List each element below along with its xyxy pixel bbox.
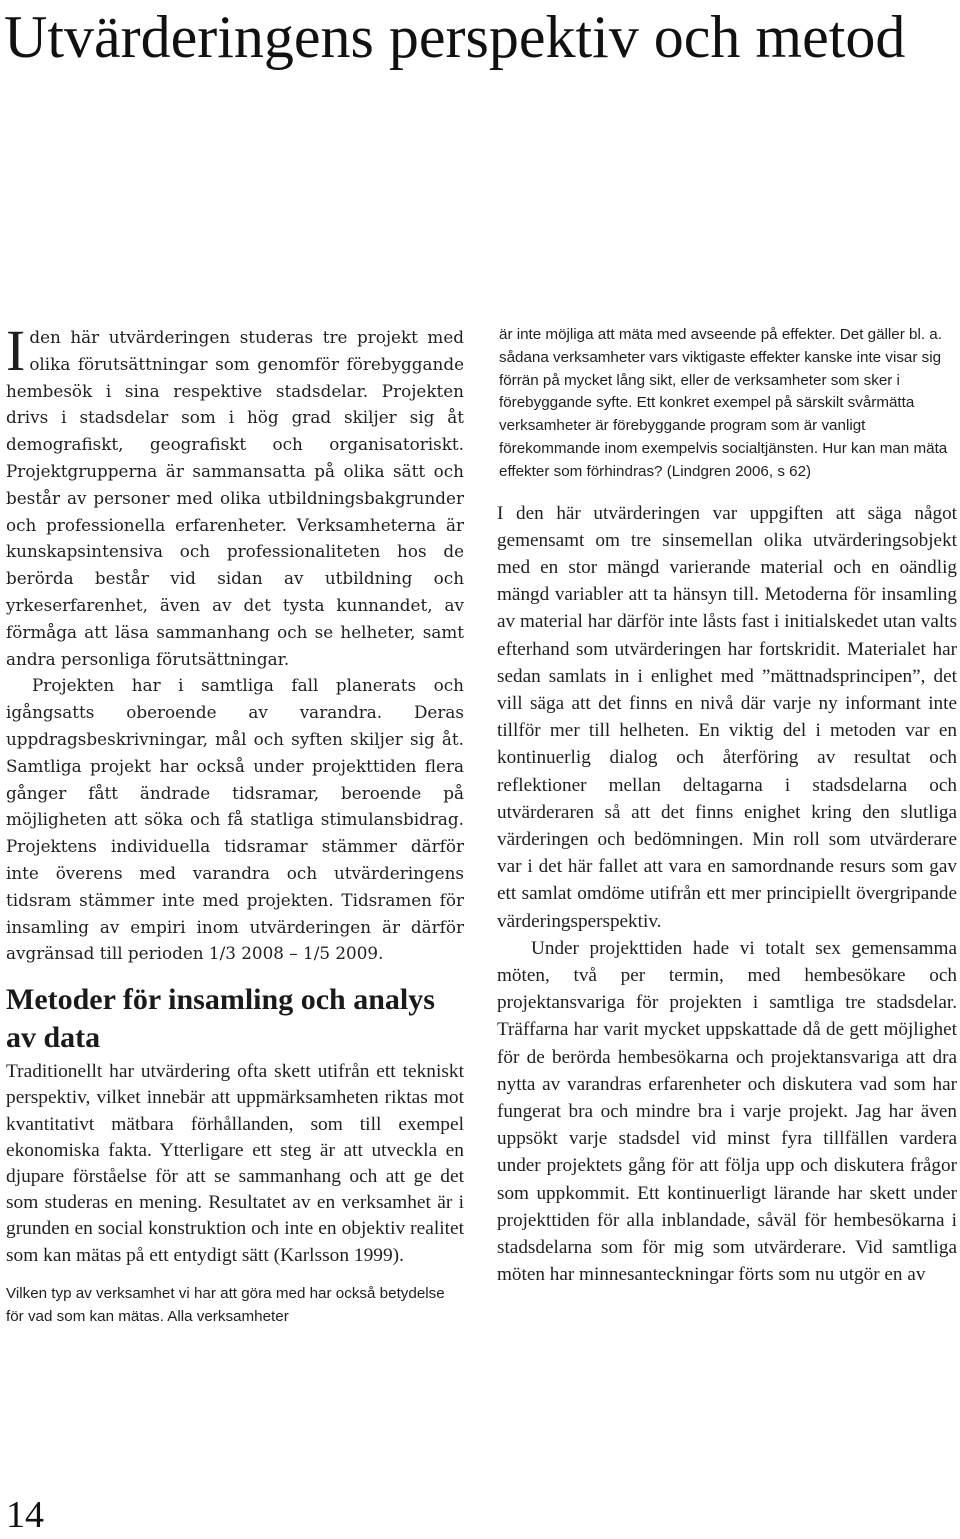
page-number: 14 [6,1494,44,1536]
section-paragraph: Traditionellt har utvärdering ofta skett utifrån ett tekniskt perspektiv, vilket innebär att uppmärksamheten riktas mot kvantitativt mätbara förhållanden, som till exempel ekonomiska fakta. Ytterligare ett steg är att utveckla en djupare förståelse för att se sammanhang och att ge det som studeras en mening. Resultatet av en verksamhet är i grunden en social konstruktion och inte en objektiv realitet som kan mätas på ett entydigt sätt (Karlsson 1999). [6,1061,464,1266]
left-column [6,318,464,1328]
body-paragraph: I den här utvärderingen var uppgiften att säga något gemensamt om tre sinsemellan olika utvärderingsobjekt med en stor mängd varierande material och en oändlig mängd variabler att ta hänsyn till. Metoderna för insamling av material har därför inte låsts fast i initialskedet utan valts efterhand som utvärderingen har fortskridit. Materialet har sedan samlats in i enlighet med ”mättnadsprincipen”, det vill säga att det finns en nivå där varje ny informant inte tillför mer till helheten. En viktig del i metoden var en kontinuerlig dialog och återföring av resultat och reflektioner mellan deltagarna i stadsdelarna och utvärderaren så att det finns enighet kring den slutliga värderingen och bedömningen. Min roll som utvärderare var i det här fallet att vara en samordnande resurs som gav ett samlat omdöme utifrån ett mer principiellt övergripande värderingsperspektiv. [497,502,957,932]
section-heading: Metoder för insamling och analys av data [6,983,435,1055]
intro-paragraph: Iden här utvärderingen studeras tre projekt med olika förutsättningar som genomför förebyggande hembesök i sina respektive stadsdelar. Projekten drivs i stadsdelar som i hög grad skiljer sig åt demografiskt, geografiskt och organisatoriskt. Projektgrupperna är sammansatta på olika sätt och består av personer med olika utbildningsbakgrunder och professionella erfarenheter. Verksamheterna är kunskapsintensiva och professionaliteten hos de berörda består vid sidan av utbildning och yrkeserfarenhet, även av det tysta kunnandet, av förmåga att läsa sammanhang och se helheter, samt andra personliga förutsättningar. [6,318,464,669]
body-paragraph: Projekten har i samtliga fall planerats och igångsatts oberoende av varandra. Deras uppdragsbeskrivningar, mål och syften skiljer sig åt. Samtliga projekt har också under projekttiden flera gånger fått ändrade tidsramar, beroende på möjligheten att söka och få statliga stimulansbidrag. Projektens individuella tidsramar stämmer därför inte överens med varandra och utvärderingens tidsram stämmer inte med projekten. Tidsramen för insamling av empiri inom utvärderingen är därför avgränsad till perioden 1/3 2008 – 1/5 2009. [6,675,464,964]
body-paragraph: Under projekttiden hade vi totalt sex gemensamma möten, två per termin, med hembesökare och projektansvariga för projekten i samtliga tre stadsdelar. Träffarna har varit mycket uppskattade då de gett möjlighet för de berörda hembesökarna och projektansvariga att dra nytta av varandras erfarenheter och diskutera vad som har fungerat bra och mindre bra i varje projekt. Jag har även uppsökt varje stadsdel vid minst fyra tillfällen vardera under projektets gång för att följa upp och diskutera frågor som uppkommit. Ett kontinuerligt lärande har skett under projekttiden för alla inblandade, såväl för hembesökarna i stadsdelarna som för mig som utvärderare. Vid samtliga möten har minnesanteckningar förts som nu utgör en av [497,937,957,1286]
block-quote-continued: är inte möjliga att mäta med avseende på effekter. Det gäller bl. a. sådana verksamheter vars viktigaste effekter kanske inte visar sig förrän på mycket lång sikt, eller de verksamheter som sker i förebyggande syfte. Ett konkret exempel på särskilt svårmätta verksamheter är förebyggande program som är vanligt förekommande inom exempelvis socialtjänsten. Hur kan man mäta effekter som förhindras? (Lindgren 2006, s 62) [499,326,948,480]
block-quote-start: Vilken typ av verksamhet vi har att göra med har också betydelse för vad som kan mätas. Alla verksamheter [6,1284,445,1325]
right-column [497,324,957,1288]
page-title: Utvärderingens perspektiv och metod [4,4,906,70]
